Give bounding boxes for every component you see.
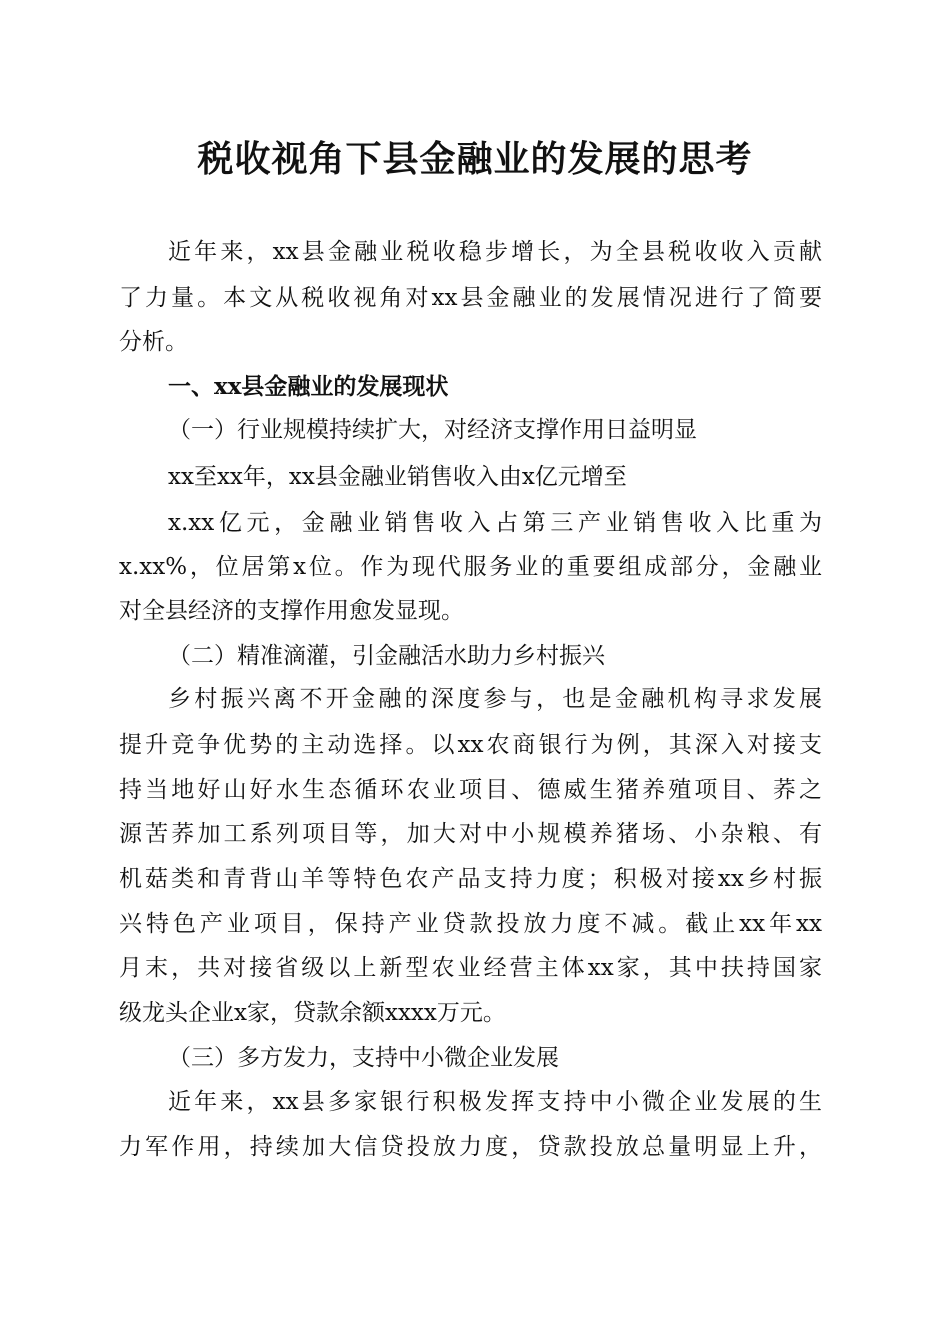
paragraph-line: 乡村振兴离不开金融的深度参与，也是金融机构寻求发展	[168, 686, 822, 712]
paragraph-line: x.xx亿元，金融业销售收入占第三产业销售收入比重为	[168, 510, 822, 536]
subsection-heading: （一）行业规模持续扩大，对经济支撑作用日益明显	[168, 417, 697, 443]
paragraph-line: 级龙头企业x家，贷款余额xxxx万元。	[119, 1000, 506, 1026]
intro-line: 近年来，xx县金融业税收稳步增长，为全县税收收入贡献	[168, 239, 822, 265]
paragraph-line: 兴特色产业项目，保持产业贷款投放力度不减。截止xx年xx	[119, 911, 822, 937]
paragraph-line: 月末，共对接省级以上新型农业经营主体xx家，其中扶持国家	[119, 955, 822, 981]
paragraph-line: 对全县经济的支撑作用愈发显现。	[119, 598, 464, 624]
intro-line: 分析。	[119, 329, 188, 355]
paragraph-line: 提升竞争优势的主动选择。以xx农商银行为例，其深入对接支	[119, 732, 822, 758]
intro-line: 了力量。本文从税收视角对xx县金融业的发展情况进行了简要	[119, 285, 822, 311]
section-heading: 一、xx县金融业的发展现状	[168, 373, 449, 400]
subsection-heading: （二）精准滴灌，引金融活水助力乡村振兴	[168, 643, 605, 669]
paragraph-line: 机菇类和青背山羊等特色农产品支持力度；积极对接xx乡村振	[119, 866, 822, 892]
paragraph-line: xx至xx年，xx县金融业销售收入由x亿元增至	[168, 464, 627, 490]
document-title: 税收视角下县金融业的发展的思考	[197, 138, 753, 180]
paragraph-line: 力军作用，持续加大信贷投放力度，贷款投放总量明显上升，	[119, 1134, 822, 1160]
paragraph-line: 持当地好山好水生态循环农业项目、德威生猪养殖项目、荞之	[119, 777, 822, 803]
paragraph-line: 源苦荞加工系列项目等，加大对中小规模养猪场、小杂粮、有	[119, 821, 822, 847]
paragraph-line: x.xx%，位居第x位。作为现代服务业的重要组成部分，金融业	[119, 554, 822, 580]
paragraph-line: 近年来，xx县多家银行积极发挥支持中小微企业发展的生	[168, 1089, 822, 1115]
subsection-heading: （三）多方发力，支持中小微企业发展	[168, 1045, 559, 1071]
